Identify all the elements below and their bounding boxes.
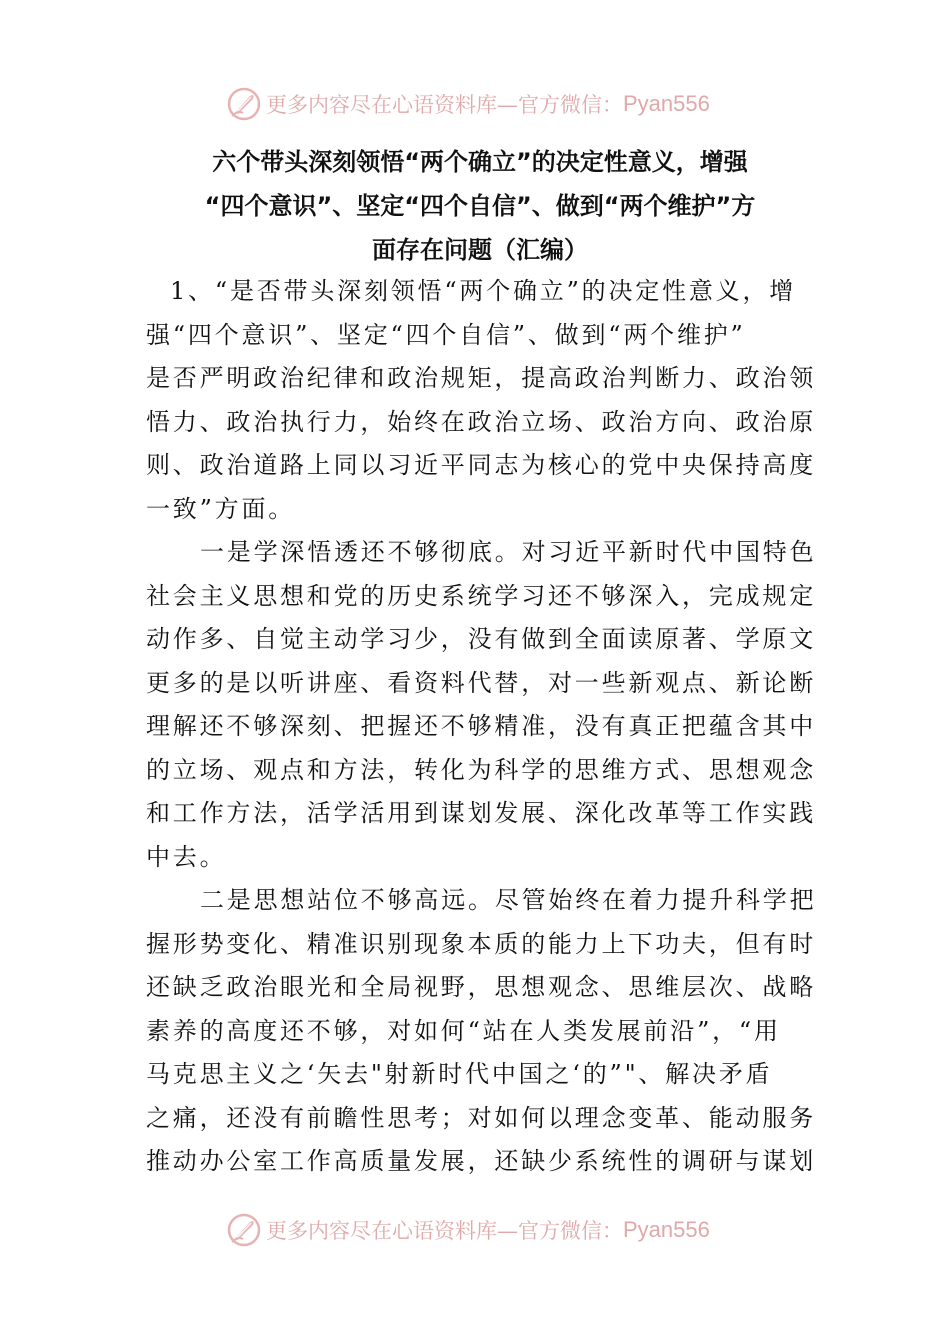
document-title bbox=[140, 140, 820, 272]
text-line: 素养的高度还不够，对如何“站在人类发展前沿”，“用 bbox=[146, 1016, 781, 1045]
title-line: 面存在问题（汇编） bbox=[372, 236, 588, 264]
text-line: 中去。 bbox=[146, 842, 227, 871]
text-line: 动作多、自觉主动学习少，没有做到全面读原著、学原文 bbox=[146, 625, 816, 653]
text-line: 悟力、政治执行力，始终在政治立场、政治方向、政治原 bbox=[146, 407, 816, 436]
text-line: 理解还不够深刻、把握还不够精准，没有真正把蕴含其中 bbox=[146, 712, 816, 740]
text-line: 和工作方法，活学活用到谋划发展、深化改革等工作实践 bbox=[146, 799, 816, 827]
paragraph-3 bbox=[146, 879, 817, 1184]
watermark-text: 更多内容尽在心语资料库—官方微信： bbox=[266, 93, 623, 117]
text-line: 推动办公室工作高质量发展，还缺少系统性的调研与谋划 bbox=[146, 1147, 816, 1175]
text-line: 强“四个意识”、坚定“四个自信”、做到“两个维护” bbox=[146, 320, 746, 349]
text-line: 之痛，还没有前瞻性思考；对如何以理念变革、能动服务 bbox=[146, 1103, 816, 1132]
text-line: 则、政治道路上同以习近平同志为核心的党中央保持高度 bbox=[146, 451, 816, 479]
document-body bbox=[146, 270, 817, 1184]
pen-feather-icon bbox=[226, 1212, 262, 1248]
watermark-wechat-id: Pyan556 bbox=[623, 91, 710, 116]
pen-feather-icon bbox=[226, 86, 262, 122]
watermark-wechat-id: Pyan556 bbox=[623, 1217, 710, 1242]
paragraph-2 bbox=[146, 531, 817, 879]
text-line: 一致”方面。 bbox=[146, 494, 296, 523]
text-line: 社会主义思想和党的历史系统学习还不够深入，完成规定 bbox=[146, 581, 816, 610]
text-line: 1、“是否带头深刻领悟“两个确立”的决定性意义，增 bbox=[170, 277, 797, 305]
text-line: 马克思主义之‘矢去"射新时代中国之‘的”"、解决矛盾 bbox=[146, 1060, 773, 1088]
text-line: 二是思想站位不够高远。尽管始终在着力提升科学把 bbox=[200, 886, 817, 914]
text-line: 是否严明政治纪律和政治规矩，提高政治判断力、政治领 bbox=[146, 364, 816, 392]
watermark-banner-top bbox=[226, 84, 710, 124]
text-line: 一是学深悟透还不够彻底。对习近平新时代中国特色 bbox=[200, 538, 817, 566]
title-line: “四个意识”、坚定“四个自信”、做到“两个维护”方 bbox=[204, 192, 756, 220]
text-line: 更多的是以听讲座、看资料代替，对一些新观点、新论断 bbox=[146, 668, 816, 697]
text-line: 握形势变化、精准识别现象本质的能力上下功夫，但有时 bbox=[146, 929, 816, 958]
text-line: 还缺乏政治眼光和全局视野，思想观念、思维层次、战略 bbox=[146, 973, 816, 1001]
watermark-text: 更多内容尽在心语资料库—官方微信： bbox=[266, 1219, 623, 1243]
watermark-banner-bottom bbox=[226, 1210, 710, 1250]
paragraph-1 bbox=[146, 270, 816, 531]
title-line: 六个带头深刻领悟“两个确立”的决定性意义，增强 bbox=[212, 148, 748, 176]
text-line: 的立场、观点和方法，转化为科学的思维方式、思想观念 bbox=[146, 755, 816, 784]
